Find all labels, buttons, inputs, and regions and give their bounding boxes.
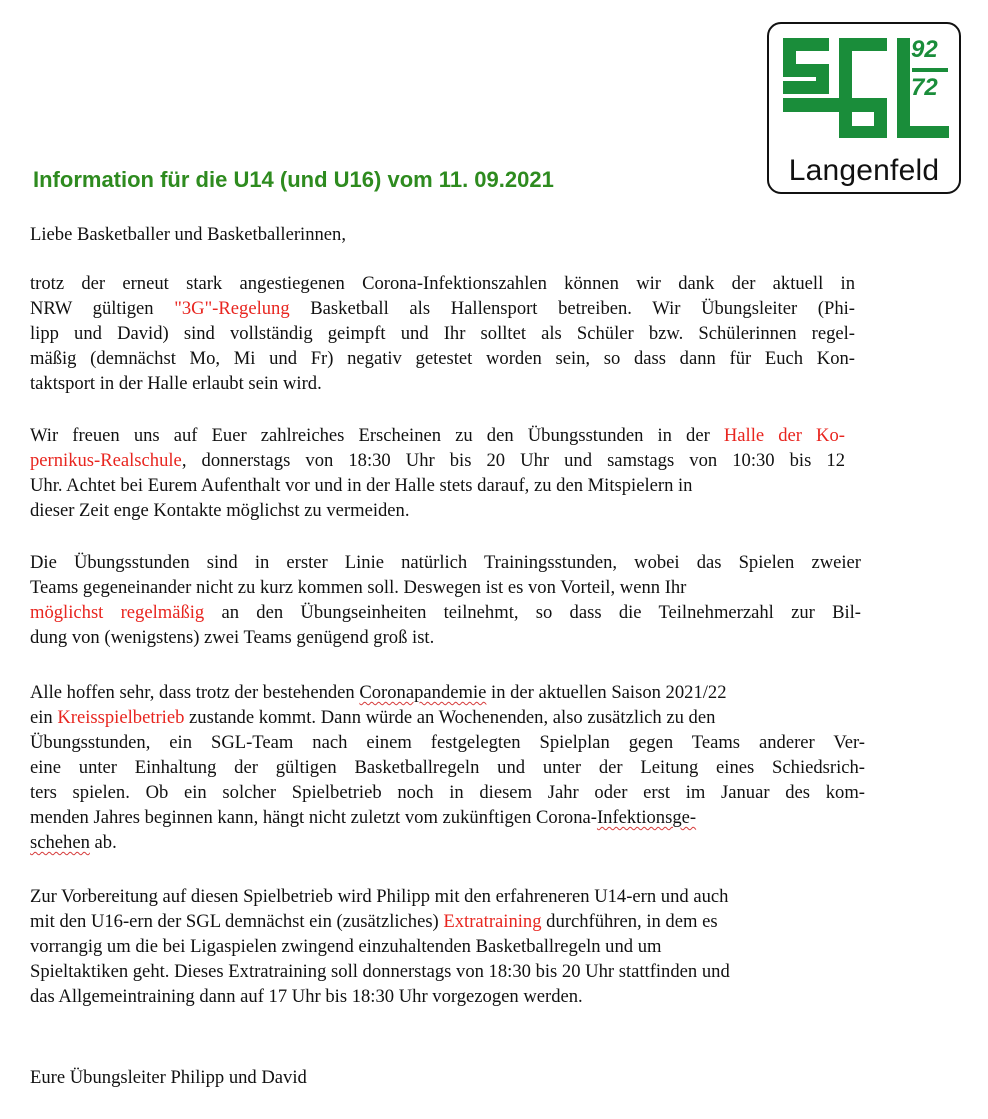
greeting-text: Liebe Basketballer und Basketballerinnen, bbox=[30, 224, 346, 245]
p2-line-1 bbox=[30, 423, 845, 448]
p4-line-1-text-b: in der aktuellen Saison 2021/22 bbox=[486, 682, 727, 703]
p2-line-4: dieser Zeit enge Kontakte möglichst zu vermeiden. bbox=[30, 500, 410, 521]
p5-line-5: das Allgemeintraining dann auf 17 Uhr bis 18:30 Uhr vorgezogen werden. bbox=[30, 986, 583, 1007]
page-title: Information für die U14 (und U16) vom 11. 09.2021 bbox=[33, 167, 554, 192]
p4-line-6 bbox=[30, 805, 865, 830]
p1-line-4: mäßig (demnächst Mo, Mi und Fr) negativ getestet worden sein, so dass dann für Euch Kon- bbox=[30, 348, 855, 369]
p4-spellcheck-infektionsge: Infektionsge- bbox=[596, 807, 697, 828]
p5-line-2-text-a: mit den U16-ern der SGL demnächst ein (zusätzliches) bbox=[30, 911, 444, 932]
sgl-langenfeld-logo bbox=[767, 22, 961, 194]
p4-spellcheck-schehen: schehen bbox=[30, 832, 90, 853]
p5-line-4: Spieltaktiken geht. Dieses Extratraining soll donnerstags von 18:30 bis 20 Uhr stattfinden und bbox=[30, 961, 730, 982]
p5-highlight-extratraining: Extratraining bbox=[443, 911, 542, 932]
p3-line-3-text: an den Übungseinheiten teilnehmt, so dass die Teilnehmerzahl zur Bil- bbox=[204, 602, 861, 623]
paragraph-2 bbox=[30, 423, 845, 523]
p4-line-3: Übungsstunden, ein SGL-Team nach einem festgelegten Spielplan gegen Teams anderer Ver- bbox=[30, 732, 865, 753]
p4-highlight-kreisspielbetrieb: Kreisspielbetrieb bbox=[57, 707, 185, 728]
p3-highlight-regelmaessig: möglichst regelmäßig bbox=[30, 602, 205, 623]
p1-line-1: trotz der erneut stark angestiegenen Corona-Infektionszahlen können wir dank der aktuell in bbox=[30, 273, 855, 294]
p4-spellcheck-coronapandemie: Coronapandemie bbox=[359, 682, 487, 703]
p1-line-3: lipp und David) sind vollständig geimpft und Ihr solltet als Schüler bzw. Schülerinnen regel- bbox=[30, 323, 855, 344]
p3-line-1: Die Übungsstunden sind in erster Linie natürlich Trainingsstunden, wobei das Spielen zweier bbox=[30, 552, 861, 573]
logo-name: Langenfeld bbox=[788, 154, 940, 187]
signature bbox=[30, 1065, 307, 1090]
logo-year-top: 92 bbox=[911, 36, 938, 63]
signature-text: Eure Übungsleiter Philipp und David bbox=[30, 1067, 307, 1088]
p4-line-2-text-b: zustande kommt. Dann würde an Wochenenden, also zusätzlich zu den bbox=[184, 707, 716, 728]
p2-highlight-halle: Halle der Ko- bbox=[723, 425, 845, 446]
p4-line-1-text-a: Alle hoffen sehr, dass trotz der bestehenden bbox=[30, 682, 360, 703]
p3-line-4: dung von (wenigstens) zwei Teams genügend groß ist. bbox=[30, 627, 435, 648]
greeting bbox=[30, 222, 346, 247]
logo-year-bottom: 72 bbox=[911, 74, 938, 101]
p1-line-5: taktsport in der Halle erlaubt sein wird. bbox=[30, 373, 322, 394]
p4-line-7-text: ab. bbox=[89, 832, 117, 853]
p1-line-2 bbox=[30, 296, 855, 321]
p4-line-2 bbox=[30, 705, 865, 730]
p4-line-2-text-a: ein bbox=[30, 707, 58, 728]
p1-highlight-3g: "3G"-Regelung bbox=[174, 298, 290, 319]
p4-line-4: eine unter Einhaltung der gültigen Basketballregeln und unter der Leitung eines Schiedsrich- bbox=[30, 757, 865, 778]
p1-line-2-text-b: Basketball als Hallensport betreiben. Wir Übungsleiter (Phi- bbox=[289, 298, 855, 319]
p2-line-3: Uhr. Achtet bei Eurem Aufenthalt vor und in der Halle stets darauf, zu den Mitspielern in bbox=[30, 475, 693, 496]
p1-line-2-text-a: NRW gültigen bbox=[30, 298, 175, 319]
paragraph-3 bbox=[30, 550, 861, 650]
p4-line-1 bbox=[30, 680, 865, 705]
p2-highlight-realschule: pernikus-Realschule bbox=[30, 450, 182, 471]
p4-line-5: ters spielen. Ob ein solcher Spielbetrieb noch in diesem Jahr oder erst im Januar des kom- bbox=[30, 782, 865, 803]
p4-line-6-text: menden Jahres beginnen kann, hängt nicht zuletzt vom zukünftigen Corona- bbox=[30, 807, 597, 828]
p5-line-1: Zur Vorbereitung auf diesen Spielbetrieb wird Philipp mit den erfahreneren U14-ern und auch bbox=[30, 886, 729, 907]
p5-line-2 bbox=[30, 909, 870, 934]
paragraph-5 bbox=[30, 884, 870, 1009]
p2-line-2 bbox=[30, 448, 845, 473]
paragraph-1 bbox=[30, 271, 855, 396]
p3-line-3 bbox=[30, 600, 861, 625]
p3-line-2: Teams gegeneinander nicht zu kurz kommen soll. Deswegen ist es von Vorteil, wenn Ihr bbox=[30, 577, 687, 598]
p5-line-2-text-b: durchführen, in dem es bbox=[541, 911, 718, 932]
paragraph-4 bbox=[30, 680, 865, 855]
p5-line-3: vorrangig um die bei Ligaspielen zwingend einzuhaltenden Basketballregeln und um bbox=[30, 936, 662, 957]
p2-line-2-text: , donnerstags von 18:30 Uhr bis 20 Uhr und samstags von 10:30 bis 12 bbox=[181, 450, 845, 471]
p2-line-1-text: Wir freuen uns auf Euer zahlreiches Erscheinen zu den Übungsstunden in der bbox=[30, 425, 724, 446]
p4-line-7 bbox=[30, 830, 865, 855]
